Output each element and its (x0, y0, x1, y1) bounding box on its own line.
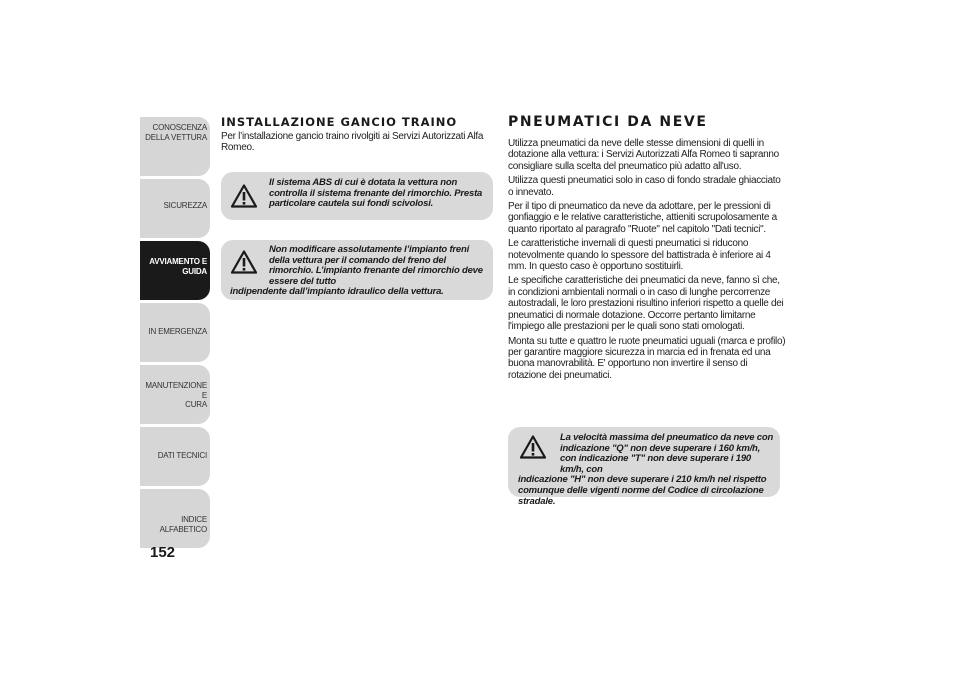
tab-label: DATI TECNICI (157, 451, 207, 460)
warning-text: Il sistema ABS di cui è dotata la vettura non controlla il sistema frenante del rimorchio. Presta particolare cautela sui fondi scivolosi. (269, 177, 483, 210)
tab-label: SICUREZZA (163, 201, 207, 210)
tab-label: DELLA VETTURA (145, 132, 207, 142)
tab-in-emergenza[interactable] (140, 303, 210, 362)
tab-label: CURA (185, 400, 207, 409)
warning-text (230, 245, 488, 298)
tab-manutenzione[interactable] (140, 365, 210, 424)
pneumatici-neve-text (508, 138, 786, 384)
tab-label: MANUTENZIONE E (145, 381, 207, 400)
tab-avviamento[interactable] (140, 241, 210, 300)
warning-text-part: La velocità massima del pneumatico da neve con indicazione "Q" non deve superare i 160 km/h, con indicazione "T" non deve superare i 190 km/h, con (560, 432, 774, 475)
paragraph: Le specifiche caratteristiche dei pneumatici da neve, fanno sì che, in condizioni ambientali normali o in caso di lunghe percorrenze autostradali, le loro prestazioni risultino inferiori rispetto a quelle dei pneumatici di normale dotazione. Occorre pertanto limitarne l'impiego alle prestazioni per le quali sono stati omologati. (508, 275, 784, 333)
gancio-traino-text (221, 131, 489, 157)
tab-label: CONOSCENZA (152, 123, 207, 132)
warning-triangle-icon (231, 184, 257, 208)
warning-box-velocita (508, 427, 780, 507)
tab-label: GUIDA (182, 266, 207, 276)
warning-box-impianto-freni (221, 240, 493, 300)
paragraph: Monta su tutte e quattro le ruote pneumatici uguali (marca e profilo) per garantire maggiore sicurezza in marcia ed in frenata ed una buona manovrabilità. E' opportuno non invertire il senso di rotazione dei pneumatici. (508, 335, 786, 381)
warning-text-part: Non modificare assolutamente l’impianto freni della vettura per il comando del freno del rimorchio. L’impianto frenante del rimorchio deve essere del tutto (269, 244, 483, 287)
tab-conoscenza[interactable] (140, 117, 210, 176)
tab-label: IN EMERGENZA (148, 327, 207, 336)
tab-label: AVVIAMENTO E (149, 257, 207, 266)
warning-text-part: indicazione "H" non deve superare i 210 km/h nel rispetto comunque delle vigenti norme del Codice di circolazione stradale. (518, 474, 767, 507)
paragraph: Utilizza pneumatici da neve delle stesse dimensioni di quelli in dotazione alla vettura: i Servizi Autorizzati Alfa Romeo ti sapranno consigliare sulla scelta del pneumatico più adatto all'uso. (508, 138, 779, 172)
warning-box-abs (221, 172, 493, 220)
section-title-pneumatici-neve: PNEUMATICI DA NEVE (508, 114, 708, 130)
paragraph: Per l’installazione gancio traino rivolgiti ai Servizi Autorizzati Alfa Romeo. (221, 131, 484, 154)
tab-sicurezza[interactable] (140, 179, 210, 238)
paragraph: Utilizza questi pneumatici solo in caso di fondo stradale ghiacciato o innevato. (508, 175, 781, 198)
paragraph: Per il tipo di pneumatico da neve da adottare, per le pressioni di gonfiaggio e le relative caratteristiche, attieniti scrupolosamente a quanto riportato al paragrafo "Ruote" nel capitolo "Dati tecnici". (508, 201, 777, 235)
warning-text (518, 433, 776, 507)
tab-label: INDICE ALFABETICO (159, 515, 207, 534)
section-title-gancio-traino: INSTALLAZIONE GANCIO TRAINO (221, 115, 458, 129)
tab-dati-tecnici[interactable] (140, 427, 210, 486)
paragraph: Le caratteristiche invernali di questi pneumatici si riducono notevolmente quando lo spessore del battistrada è inferiore ai 4 mm. In questo caso è opportuno sostituirli. (508, 238, 771, 273)
tab-indice-alfabetico[interactable] (140, 489, 210, 548)
page-number: 152 (150, 544, 176, 561)
warning-text-part: indipendente dall’impianto idraulico della vettura. (230, 286, 444, 298)
